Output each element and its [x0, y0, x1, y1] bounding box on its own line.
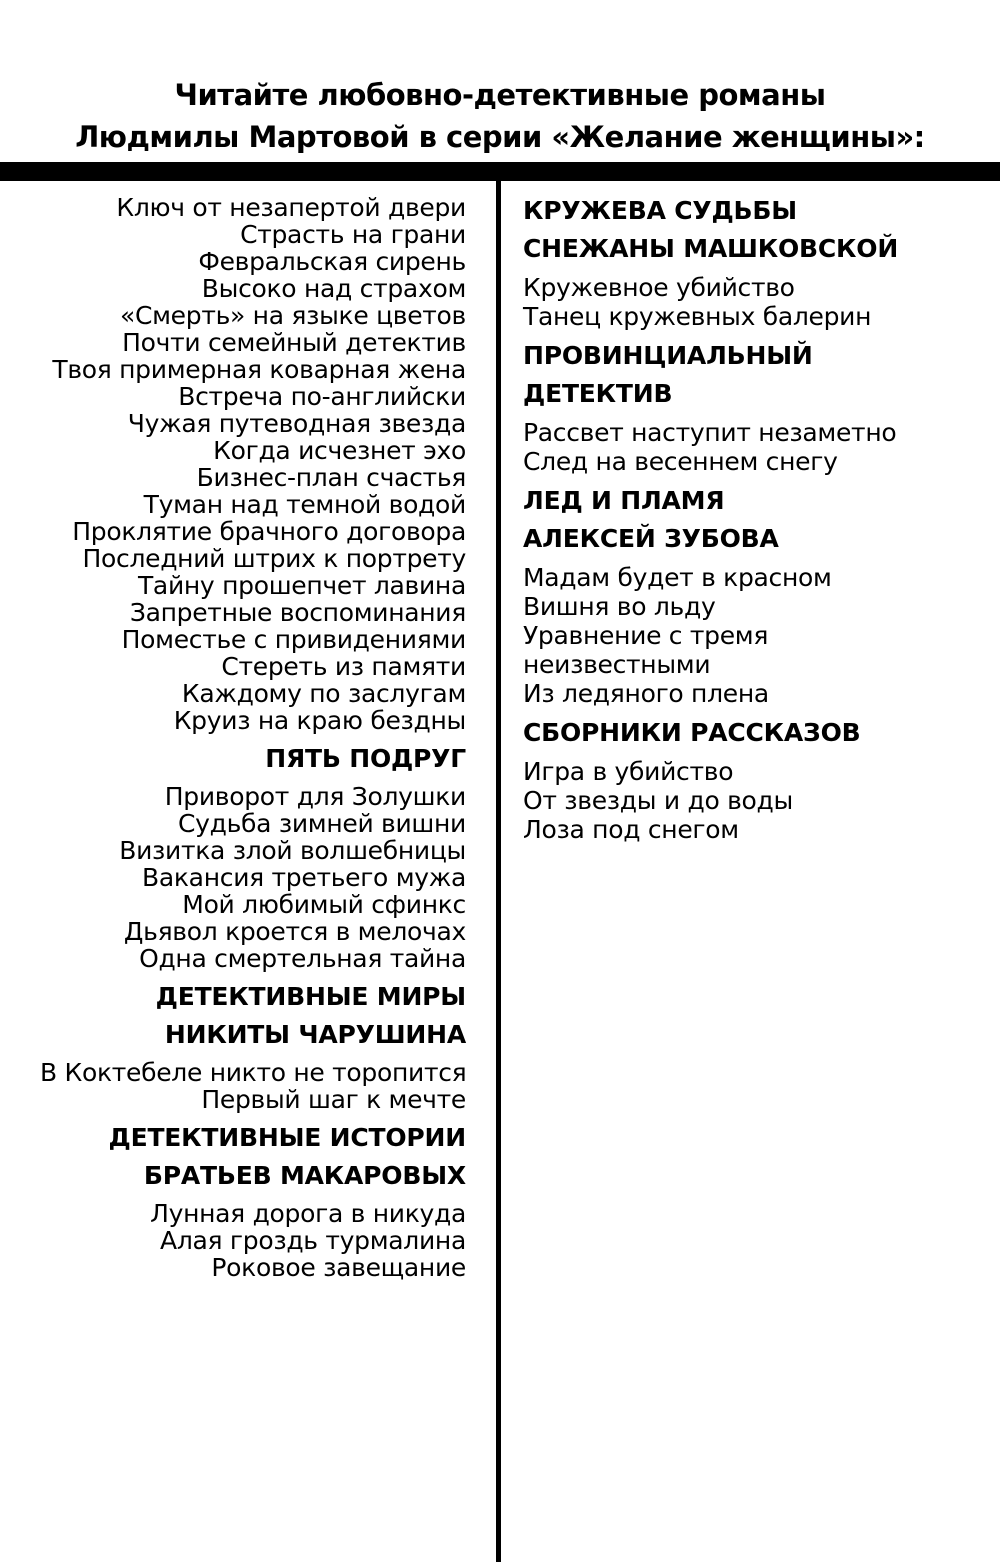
series-heading: ДЕТЕКТИВНЫЕ ИСТОРИИ [108, 1123, 466, 1152]
header-line-1: Читайте любовно-детективные романы [174, 78, 826, 112]
series-heading: АЛЕКСЕЙ ЗУБОВА [523, 524, 779, 553]
book-title: Танец кружевных балерин [523, 302, 872, 331]
book-title: Первый шаг к мечте [201, 1085, 466, 1114]
book-title: Встреча по-английски [178, 382, 466, 411]
book-title: Приворот для Золушки [164, 782, 466, 811]
series-heading: СНЕЖАНЫ МАШКОВСКОЙ [523, 234, 899, 263]
book-title: Последний штрих к портрету [82, 544, 466, 573]
book-title: Роковое завещание [211, 1253, 466, 1282]
left-book-list-column [40, 194, 466, 1281]
book-title: Рассвет наступит незаметно [523, 418, 897, 447]
book-title: Лунная дорога в никуда [150, 1199, 466, 1228]
book-title: Стереть из памяти [221, 652, 466, 681]
book-title: Твоя примерная коварная жена [52, 355, 466, 384]
book-title: Почти семейный детектив [122, 328, 466, 357]
book-title: Проклятие брачного договора [72, 517, 466, 546]
book-title: Мой любимый сфинкс [182, 890, 466, 919]
book-title: Лоза под снегом [523, 815, 739, 844]
series-heading: ЛЕД И ПЛАМЯ [523, 486, 725, 515]
book-title: Страсть на грани [240, 220, 466, 249]
series-heading: ДЕТЕКТИВНЫЕ МИРЫ [155, 982, 466, 1011]
book-title: Визитка злой волшебницы [119, 836, 466, 865]
book-title: Судьба зимней вишни [177, 809, 466, 838]
series-heading: СБОРНИКИ РАССКАЗОВ [523, 718, 861, 747]
header-line-2: Людмилы Мартовой в серии «Желание женщины»: [75, 120, 925, 154]
book-title: Вишня во льду [523, 592, 716, 621]
right-book-list-column [523, 194, 968, 844]
book-title: Ключ от незапертой двери [116, 193, 466, 222]
book-title: Вакансия третьего мужа [142, 863, 466, 892]
book-title: Февральская сирень [198, 247, 466, 276]
book-title: След на весеннем снегу [523, 447, 838, 476]
book-title: Поместье с привидениями [121, 625, 466, 654]
book-title: неизвестными [523, 650, 711, 679]
series-heading: КРУЖЕВА СУДЬБЫ [523, 196, 797, 225]
book-title: Мадам будет в красном [523, 563, 832, 592]
book-title: Кружевное убийство [523, 273, 795, 302]
book-title: Одна смертельная тайна [139, 944, 466, 973]
book-title: Высоко над страхом [201, 274, 466, 303]
book-title: Алая гроздь турмалина [160, 1226, 466, 1255]
horizontal-rule-bar [0, 162, 1000, 181]
book-title: Бизнес-план счастья [196, 463, 466, 492]
book-title: От звезды и до воды [523, 786, 793, 815]
column-divider-line [496, 181, 501, 1562]
book-title: Туман над темной водой [143, 490, 466, 519]
book-title: Тайну прошепчет лавина [137, 571, 466, 600]
series-heading: ПЯТЬ ПОДРУГ [265, 744, 466, 773]
book-title: Когда исчезнет эхо [213, 436, 466, 465]
series-heading: НИКИТЫ ЧАРУШИНА [164, 1020, 466, 1049]
book-title: Запретные воспоминания [129, 598, 466, 627]
book-title: «Смерть» на языке цветов [119, 301, 466, 330]
book-title: В Коктебеле никто не торопится [40, 1058, 467, 1087]
series-heading: ДЕТЕКТИВ [523, 379, 673, 408]
book-title: Чужая путеводная звезда [127, 409, 466, 438]
book-title: Игра в убийство [523, 757, 734, 786]
book-title: Каждому по заслугам [181, 679, 466, 708]
book-title: Круиз на краю бездны [173, 706, 466, 735]
page-header [0, 74, 1000, 158]
series-heading: БРАТЬЕВ МАКАРОВЫХ [143, 1161, 466, 1190]
book-title: Уравнение с тремя [523, 621, 769, 650]
book-title: Из ледяного плена [523, 679, 769, 708]
series-heading: ПРОВИНЦИАЛЬНЫЙ [523, 341, 813, 370]
book-title: Дьявол кроется в мелочах [123, 917, 466, 946]
